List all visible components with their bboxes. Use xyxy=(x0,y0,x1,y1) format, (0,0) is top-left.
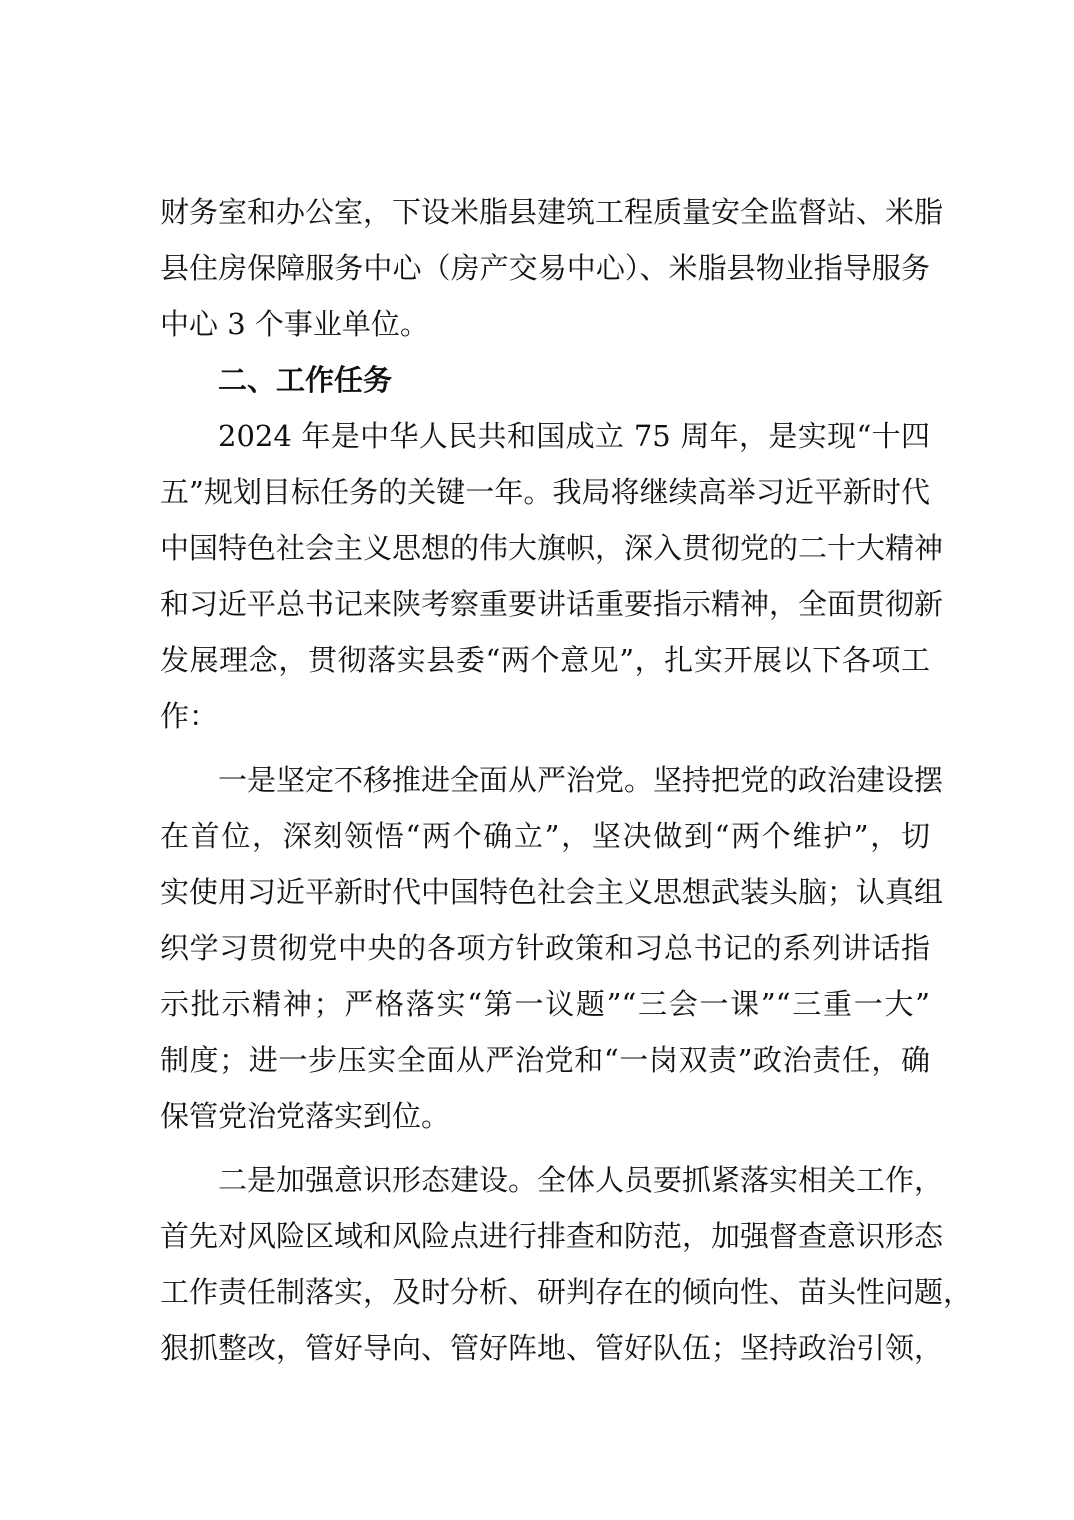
text-line: 发展理念，贯彻落实县委“两个意见”，扎实开展以下各项工 xyxy=(160,643,930,677)
text-line: 2024 年是中华人民共和国成立 75 周年，是实现“十四 xyxy=(218,419,930,453)
text-line: 财务室和办公室，下设米脂县建筑工程质量安全监督站、米脂 xyxy=(160,195,944,229)
section-heading: 二、工作任务 xyxy=(218,363,393,397)
text-line: 工作责任制落实，及时分析、研判存在的倾向性、苗头性问题， xyxy=(160,1275,973,1309)
text-line: 实使用习近平新时代中国特色社会主义思想武装头脑；认真组 xyxy=(160,875,944,909)
text-line: 中国特色社会主义思想的伟大旗帜，深入贯彻党的二十大精神 xyxy=(160,531,944,565)
text-line: 狠抓整改，管好导向、管好阵地、管好队伍；坚持政治引领， xyxy=(160,1331,944,1365)
text-line: 在首位，深刻领悟“两个确立”，坚决做到“两个维护”，切 xyxy=(160,819,930,853)
text-line: 首先对风险区域和风险点进行排查和防范，加强督查意识形态 xyxy=(160,1219,944,1253)
text-line: 织学习贯彻党中央的各项方针政策和习总书记的系列讲话指 xyxy=(160,931,930,965)
text-line: 制度；进一步压实全面从严治党和“一岗双责”政治责任，确 xyxy=(160,1043,930,1077)
text-line: 和习近平总书记来陕考察重要讲话重要指示精神，全面贯彻新 xyxy=(160,587,944,621)
text-line: 一是坚定不移推进全面从严治党。坚持把党的政治建设摆 xyxy=(218,763,944,797)
text-line: 保管党治党落实到位。 xyxy=(160,1099,451,1133)
text-line: 县住房保障服务中心（房产交易中心）、米脂县物业指导服务 xyxy=(160,251,930,285)
text-line: 五”规划目标任务的关键一年。我局将继续高举习近平新时代 xyxy=(160,475,930,509)
text-line: 中心 3 个事业单位。 xyxy=(160,307,429,341)
text-line: 二是加强意识形态建设。全体人员要抓紧落实相关工作， xyxy=(218,1163,944,1197)
text-line: 示批示精神；严格落实“第一议题”“三会一课”“三重一大” xyxy=(160,987,930,1021)
text-line: 作： xyxy=(160,699,219,733)
